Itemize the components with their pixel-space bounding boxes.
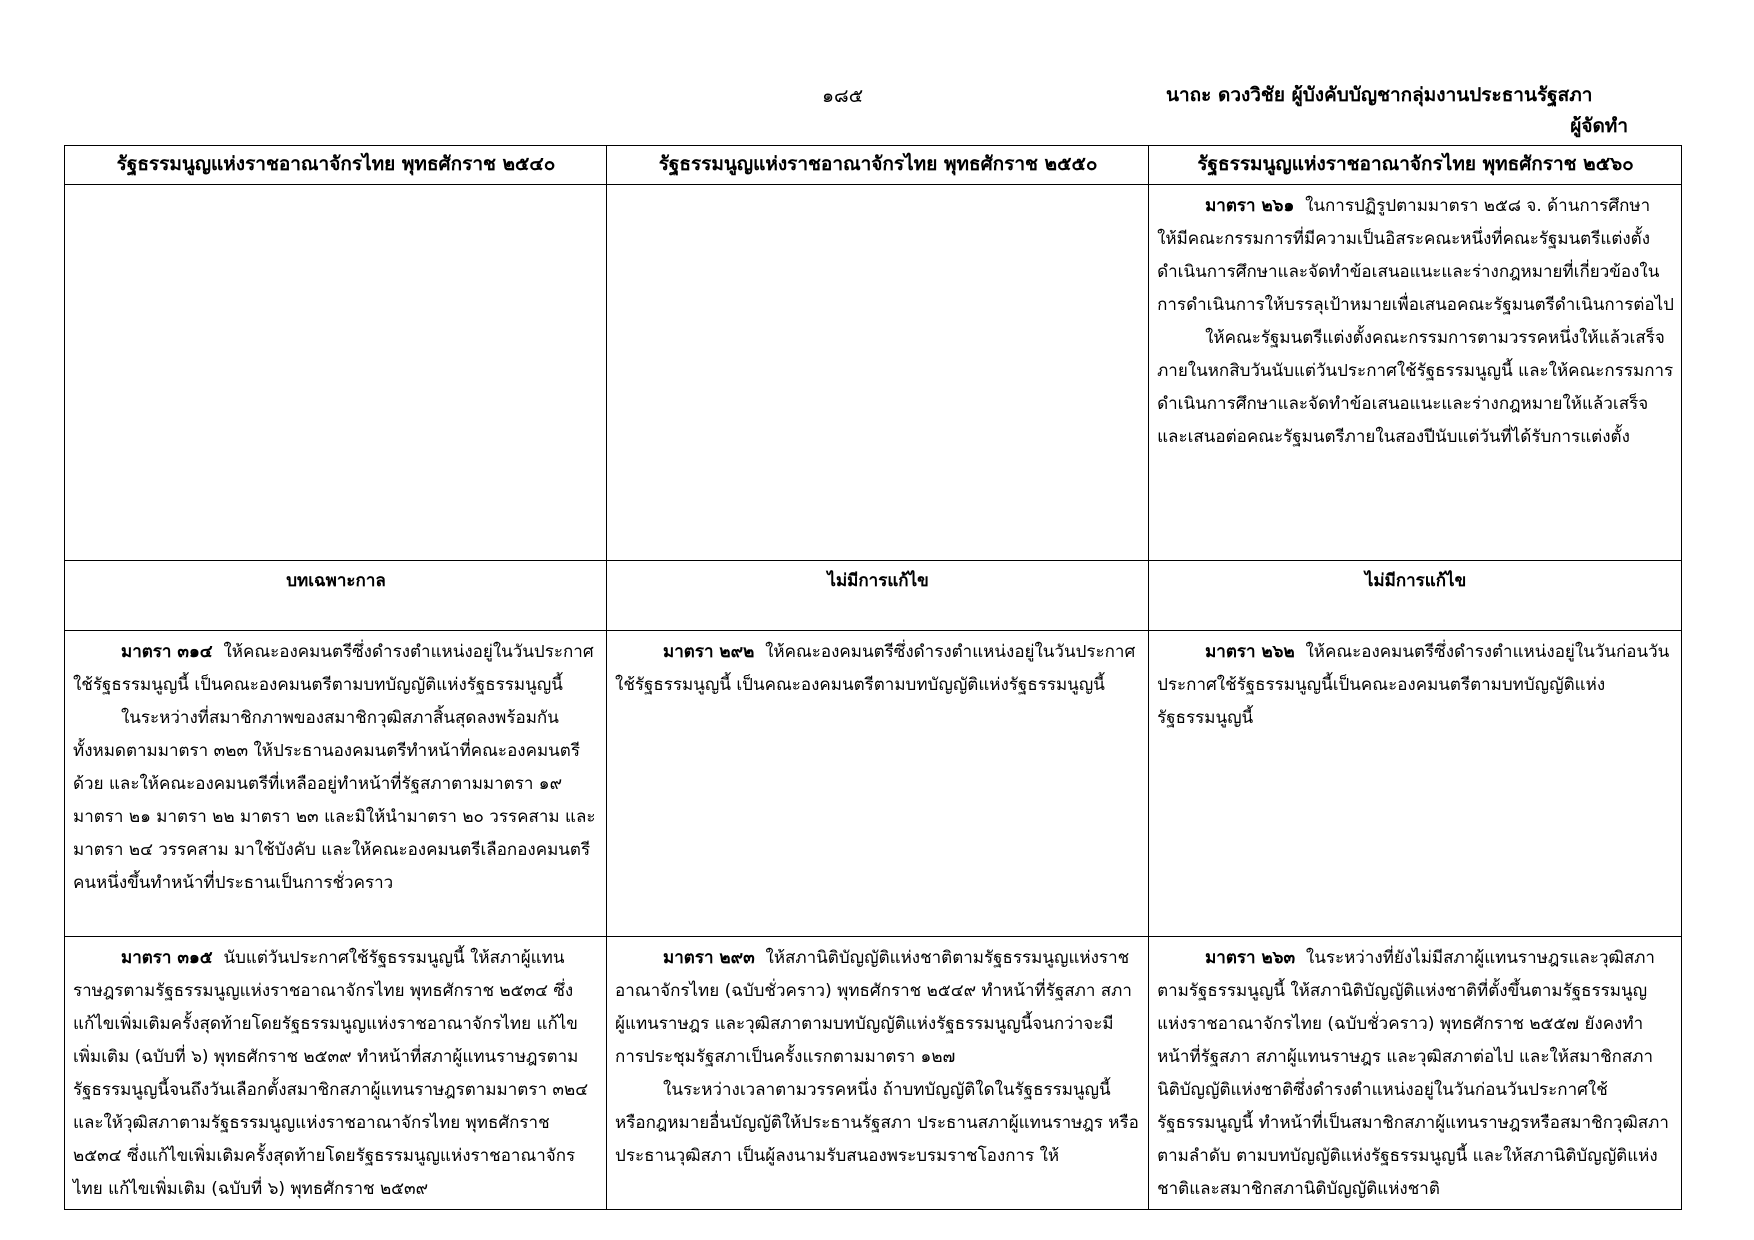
author-block [1166, 80, 1628, 142]
comparison-table [64, 145, 1682, 1210]
cell-2550-empty [607, 185, 1149, 561]
table-row [65, 631, 1682, 937]
section-label: มาตรา ๒๖๑ [1205, 196, 1295, 216]
cell-2560-section-262 [1149, 631, 1682, 937]
cell-2560-section-263 [1149, 937, 1682, 1210]
author-name: นาถะ ดวงวิชัย ผู้บังคับบัญชากลุ่มงานประธานรัฐสภา [1166, 84, 1593, 106]
paragraph [1157, 190, 1674, 322]
section-label: มาตรา ๒๙๒ [663, 642, 755, 662]
chapter-heading: บทเฉพาะกาล [65, 561, 607, 631]
section-label: มาตรา ๒๖๒ [1205, 642, 1295, 662]
table-row [65, 561, 1682, 631]
paragraph [73, 942, 599, 1206]
cell-2540-section-315 [65, 937, 607, 1210]
no-change-note: ไม่มีการแก้ไข [1149, 561, 1682, 631]
section-label: มาตรา ๒๙๓ [663, 948, 755, 968]
section-label: มาตรา ๒๖๓ [1205, 948, 1296, 968]
cell-2540-section-314 [65, 631, 607, 937]
page-number: ๑๘๕ [822, 85, 864, 107]
paragraph [73, 636, 599, 702]
paragraph [615, 636, 1141, 702]
table-row [65, 185, 1682, 561]
no-change-note: ไม่มีการแก้ไข [607, 561, 1149, 631]
paragraph [1157, 942, 1674, 1206]
paragraph: ในระหว่างเวลาตามวรรคหนึ่ง ถ้าบทบัญญัติใดในรัฐธรรมนูญนี้หรือกฎหมายอื่นบัญญัติให้ประธานรัฐสภา ประธานสภาผู้แทนราษฎร หรือประธานวุฒิสภา เป็นผู้ลงนามรับสนองพระบรมราชโองการ ให้ [615, 1080, 1139, 1166]
section-label: มาตรา ๓๑๔ [121, 642, 213, 662]
section-text: ให้คณะองคมนตรีซึ่งดำรงตำแหน่งอยู่ในวันก่อนวันประกาศใช้รัฐธรรมนูญนี้เป็นคณะองคมนตรีตามบทบัญญัติแห่งรัฐธรรมนูญนี้ [1157, 642, 1670, 728]
cell-2560-section-261 [1149, 185, 1682, 561]
section-label: มาตรา ๓๑๕ [121, 948, 213, 968]
column-header-2550: รัฐธรรมนูญแห่งราชอาณาจักรไทย พุทธศักราช ๒๕๕๐ [607, 146, 1149, 185]
paragraph [615, 942, 1141, 1074]
column-header-2540: รัฐธรรมนูญแห่งราชอาณาจักรไทย พุทธศักราช ๒๕๔๐ [65, 146, 607, 185]
section-text: นับแต่วันประกาศใช้รัฐธรรมนูญนี้ ให้สภาผู้แทนราษฎรตามรัฐธรรมนูญแห่งราชอาณาจักรไทย พุทธศักราช ๒๕๓๔ ซึ่งแก้ไขเพิ่มเติมครั้งสุดท้ายโดยรัฐธรรมนูญแห่งราชอาณาจักรไทย แก้ไขเพิ่มเติม (ฉบับที่ ๖) พุทธศักราช ๒๕๓๙ ทำหน้าที่สภาผู้แทนราษฎรตามรัฐธรรมนูญนี้จนถึงวันเลือกตั้งสมาชิกสภาผู้แทนราษฎรตามมาตรา ๓๒๔ และให้วุฒิสภาตามรัฐธรรมนูญแห่งราชอาณาจักรไทย พุทธศักราช ๒๕๓๔ ซึ่งแก้ไขเพิ่มเติมครั้งสุดท้ายโดยรัฐธรรมนูญแห่งราชอาณาจักรไทย แก้ไขเพิ่มเติม (ฉบับที่ ๖) พุทธศักราช ๒๕๓๙ [73, 948, 589, 1199]
section-text: ในการปฏิรูปตามมาตรา ๒๕๘ จ. ด้านการศึกษา ให้มีคณะกรรมการที่มีความเป็นอิสระคณะหนึ่งที่คณะรัฐมนตรีแต่งตั้งดำเนินการศึกษาและจัดทำข้อเสนอแนะและร่างกฎหมายที่เกี่ยวข้องในการดำเนินการให้บรรลุเป้าหมายเพื่อเสนอคณะรัฐมนตรีดำเนินการต่อไป [1157, 196, 1674, 315]
paragraph [1157, 636, 1674, 735]
section-text: ให้คณะองคมนตรีซึ่งดำรงตำแหน่งอยู่ในวันประกาศใช้รัฐธรรมนูญนี้ เป็นคณะองคมนตรีตามบทบัญญัติแห่งรัฐธรรมนูญนี้ [615, 642, 1136, 695]
cell-2550-section-293 [607, 937, 1149, 1210]
table-header-row [65, 146, 1682, 185]
section-text: ให้สภานิติบัญญัติแห่งชาติตามรัฐธรรมนูญแห่งราชอาณาจักรไทย (ฉบับชั่วคราว) พุทธศักราช ๒๕๔๙ ทำหน้าที่รัฐสภา สภาผู้แทนราษฎร และวุฒิสภาตามบทบัญญัติแห่งรัฐธรรมนูญนี้จนกว่าจะมีการประชุมรัฐสภาเป็นครั้งแรกตามมาตรา ๑๒๗ [615, 948, 1132, 1067]
column-header-2560: รัฐธรรมนูญแห่งราชอาณาจักรไทย พุทธศักราช ๒๕๖๐ [1149, 146, 1682, 185]
paragraph: ให้คณะรัฐมนตรีแต่งตั้งคณะกรรมการตามวรรคหนึ่งให้แล้วเสร็จภายในหกสิบวันนับแต่วันประกาศใช้รัฐธรรมนูญนี้ และให้คณะกรรมการดำเนินการศึกษาและจัดทำข้อเสนอแนะและร่างกฎหมายให้แล้วเสร็จและเสนอต่อคณะรัฐมนตรีภายในสองปีนับแต่วันที่ได้รับการแต่งตั้ง [1157, 328, 1674, 447]
author-role: ผู้จัดทำ [1570, 115, 1628, 137]
cell-2550-section-292 [607, 631, 1149, 937]
paragraph: ในระหว่างที่สมาชิกภาพของสมาชิกวุฒิสภาสิ้นสุดลงพร้อมกันทั้งหมดตามมาตรา ๓๒๓ ให้ประธานองคมนตรีทำหน้าที่คณะองคมนตรีด้วย และให้คณะองคมนตรีที่เหลืออยู่ทำหน้าที่รัฐสภาตามมาตรา ๑๙ มาตรา ๒๑ มาตรา ๒๒ มาตรา ๒๓ และมิให้นำมาตรา ๒๐ วรรคสาม และมาตรา ๒๔ วรรคสาม มาใช้บังคับ และให้คณะองคมนตรีเลือกองคมนตรีคนหนึ่งขึ้นทำหน้าที่ประธานเป็นการชั่วคราว [73, 708, 596, 893]
table-row [65, 937, 1682, 1210]
section-text: ในระหว่างที่ยังไม่มีสภาผู้แทนราษฎรและวุฒิสภาตามรัฐธรรมนูญนี้ ให้สภานิติบัญญัติแห่งชาติที่ตั้งขึ้นตามรัฐธรรมนูญแห่งราชอาณาจักรไทย (ฉบับชั่วคราว) พุทธศักราช ๒๕๕๗ ยังคงทำหน้าที่รัฐสภา สภาผู้แทนราษฎร และวุฒิสภาต่อไป และให้สมาชิกสภานิติบัญญัติแห่งชาติซึ่งดำรงตำแหน่งอยู่ในวันก่อนวันประกาศใช้รัฐธรรมนูญนี้ ทำหน้าที่เป็นสมาชิกสภาผู้แทนราษฎรหรือสมาชิกวุฒิสภา ตามลำดับ ตามบทบัญญัติแห่งรัฐธรรมนูญนี้ และให้สภานิติบัญญัติแห่งชาติและสมาชิกสภานิติบัญญัติแห่งชาติ [1157, 948, 1669, 1199]
cell-2540-empty [65, 185, 607, 561]
section-text: ให้คณะองคมนตรีซึ่งดำรงตำแหน่งอยู่ในวันประกาศใช้รัฐธรรมนูญนี้ เป็นคณะองคมนตรีตามบทบัญญัติแห่งรัฐธรรมนูญนี้ [73, 642, 594, 695]
